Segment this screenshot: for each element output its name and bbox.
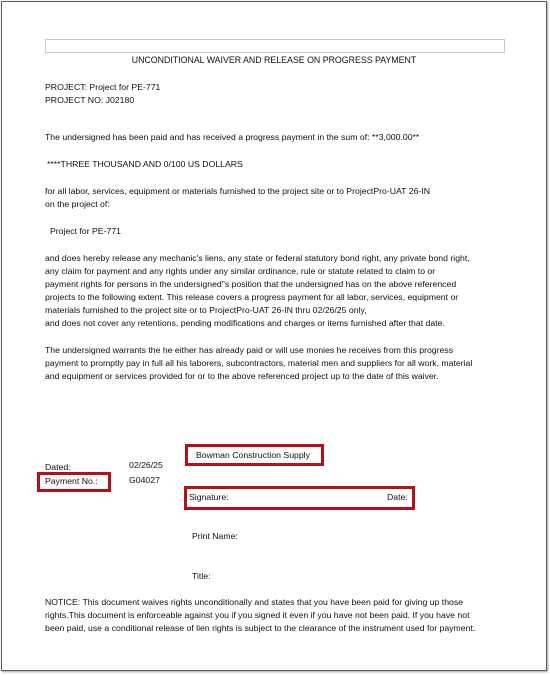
paragraph-line: on the project of: [45, 199, 110, 209]
paragraph-line: been paid, use a conditional release of lien rights is subject to the clearance of the instrument used for payment. [45, 623, 476, 633]
release-paragraph [45, 252, 505, 330]
project-number: PROJECT NO: J02180 [45, 95, 135, 105]
title-label: Title: [192, 571, 211, 581]
document-page [1, 1, 547, 671]
paragraph-line: for all labor, services, equipment or materials furnished to the project site or to ProjectPro-UAT 26-IN [45, 186, 430, 196]
signature-label: Signature: [189, 492, 229, 502]
paragraph-line: projects to the following extent. This release covers a progress payment for all labor, services, equipment or [45, 292, 459, 302]
paragraph-line: payment rights for persons in the undersigned"s position that the undersigned has on the above referenced [45, 279, 457, 289]
paragraph-line: and does hereby release any mechanic's liens, any state or federal statutory bond right, any private bond right, [45, 253, 470, 263]
paragraph-line: rights.This document is enforceable against you if you signed it even if you have not been paid. If you have not [45, 610, 470, 620]
paragraph-line: any claim for payment and any rights under any similar ordinance, rule or statute related to claim to or [45, 266, 436, 276]
document-title: UNCONDITIONAL WAIVER AND RELEASE ON PROGRESS PAYMENT [131, 55, 417, 65]
paragraph-line: NOTICE: This document waives rights unconditionally and states that you have been paid for giving up those [45, 597, 464, 607]
payment-amount-line: The undersigned has been paid and has received a progress payment in the sum of: **3,000.00** [45, 132, 420, 142]
labor-paragraph [45, 185, 505, 211]
header-input[interactable] [45, 39, 505, 53]
project-name: PROJECT: Project for PE-771 [45, 82, 161, 92]
notice-paragraph [45, 596, 505, 635]
print-name-label: Print Name: [192, 531, 238, 541]
payment-no-value: G04027 [129, 475, 160, 485]
paragraph-line: payment to promptly pay in full all his laborers, subcontractors, material men and suppliers for all work, material [45, 358, 473, 368]
dated-label: Dated: [45, 462, 71, 472]
paragraph-line: and equipment or services provided for or to the above referenced project up to the date of this waiver. [45, 371, 439, 381]
paragraph-line: The undersigned warrants the he either has already paid or will use monies he receives from this progress [45, 345, 454, 355]
paragraph-line: materials furnished to the project site or to ProjectPro-UAT 26-IN thru 02/26/25 only, [45, 305, 367, 315]
paragraph-line: and does not cover any retentions, pending modifications and charges or items furnished after that date. [45, 318, 445, 328]
project-of-name: Project for PE-771 [50, 226, 121, 236]
payment-no-label: Payment No.: [45, 476, 98, 486]
warranty-paragraph [45, 344, 505, 383]
dated-value: 02/26/25 [129, 460, 163, 470]
company-name: Bowman Construction Supply [196, 450, 310, 460]
amount-in-words: ****THREE THOUSAND AND 0/100 US DOLLARS [47, 159, 243, 169]
date-label: Date: [387, 492, 408, 502]
